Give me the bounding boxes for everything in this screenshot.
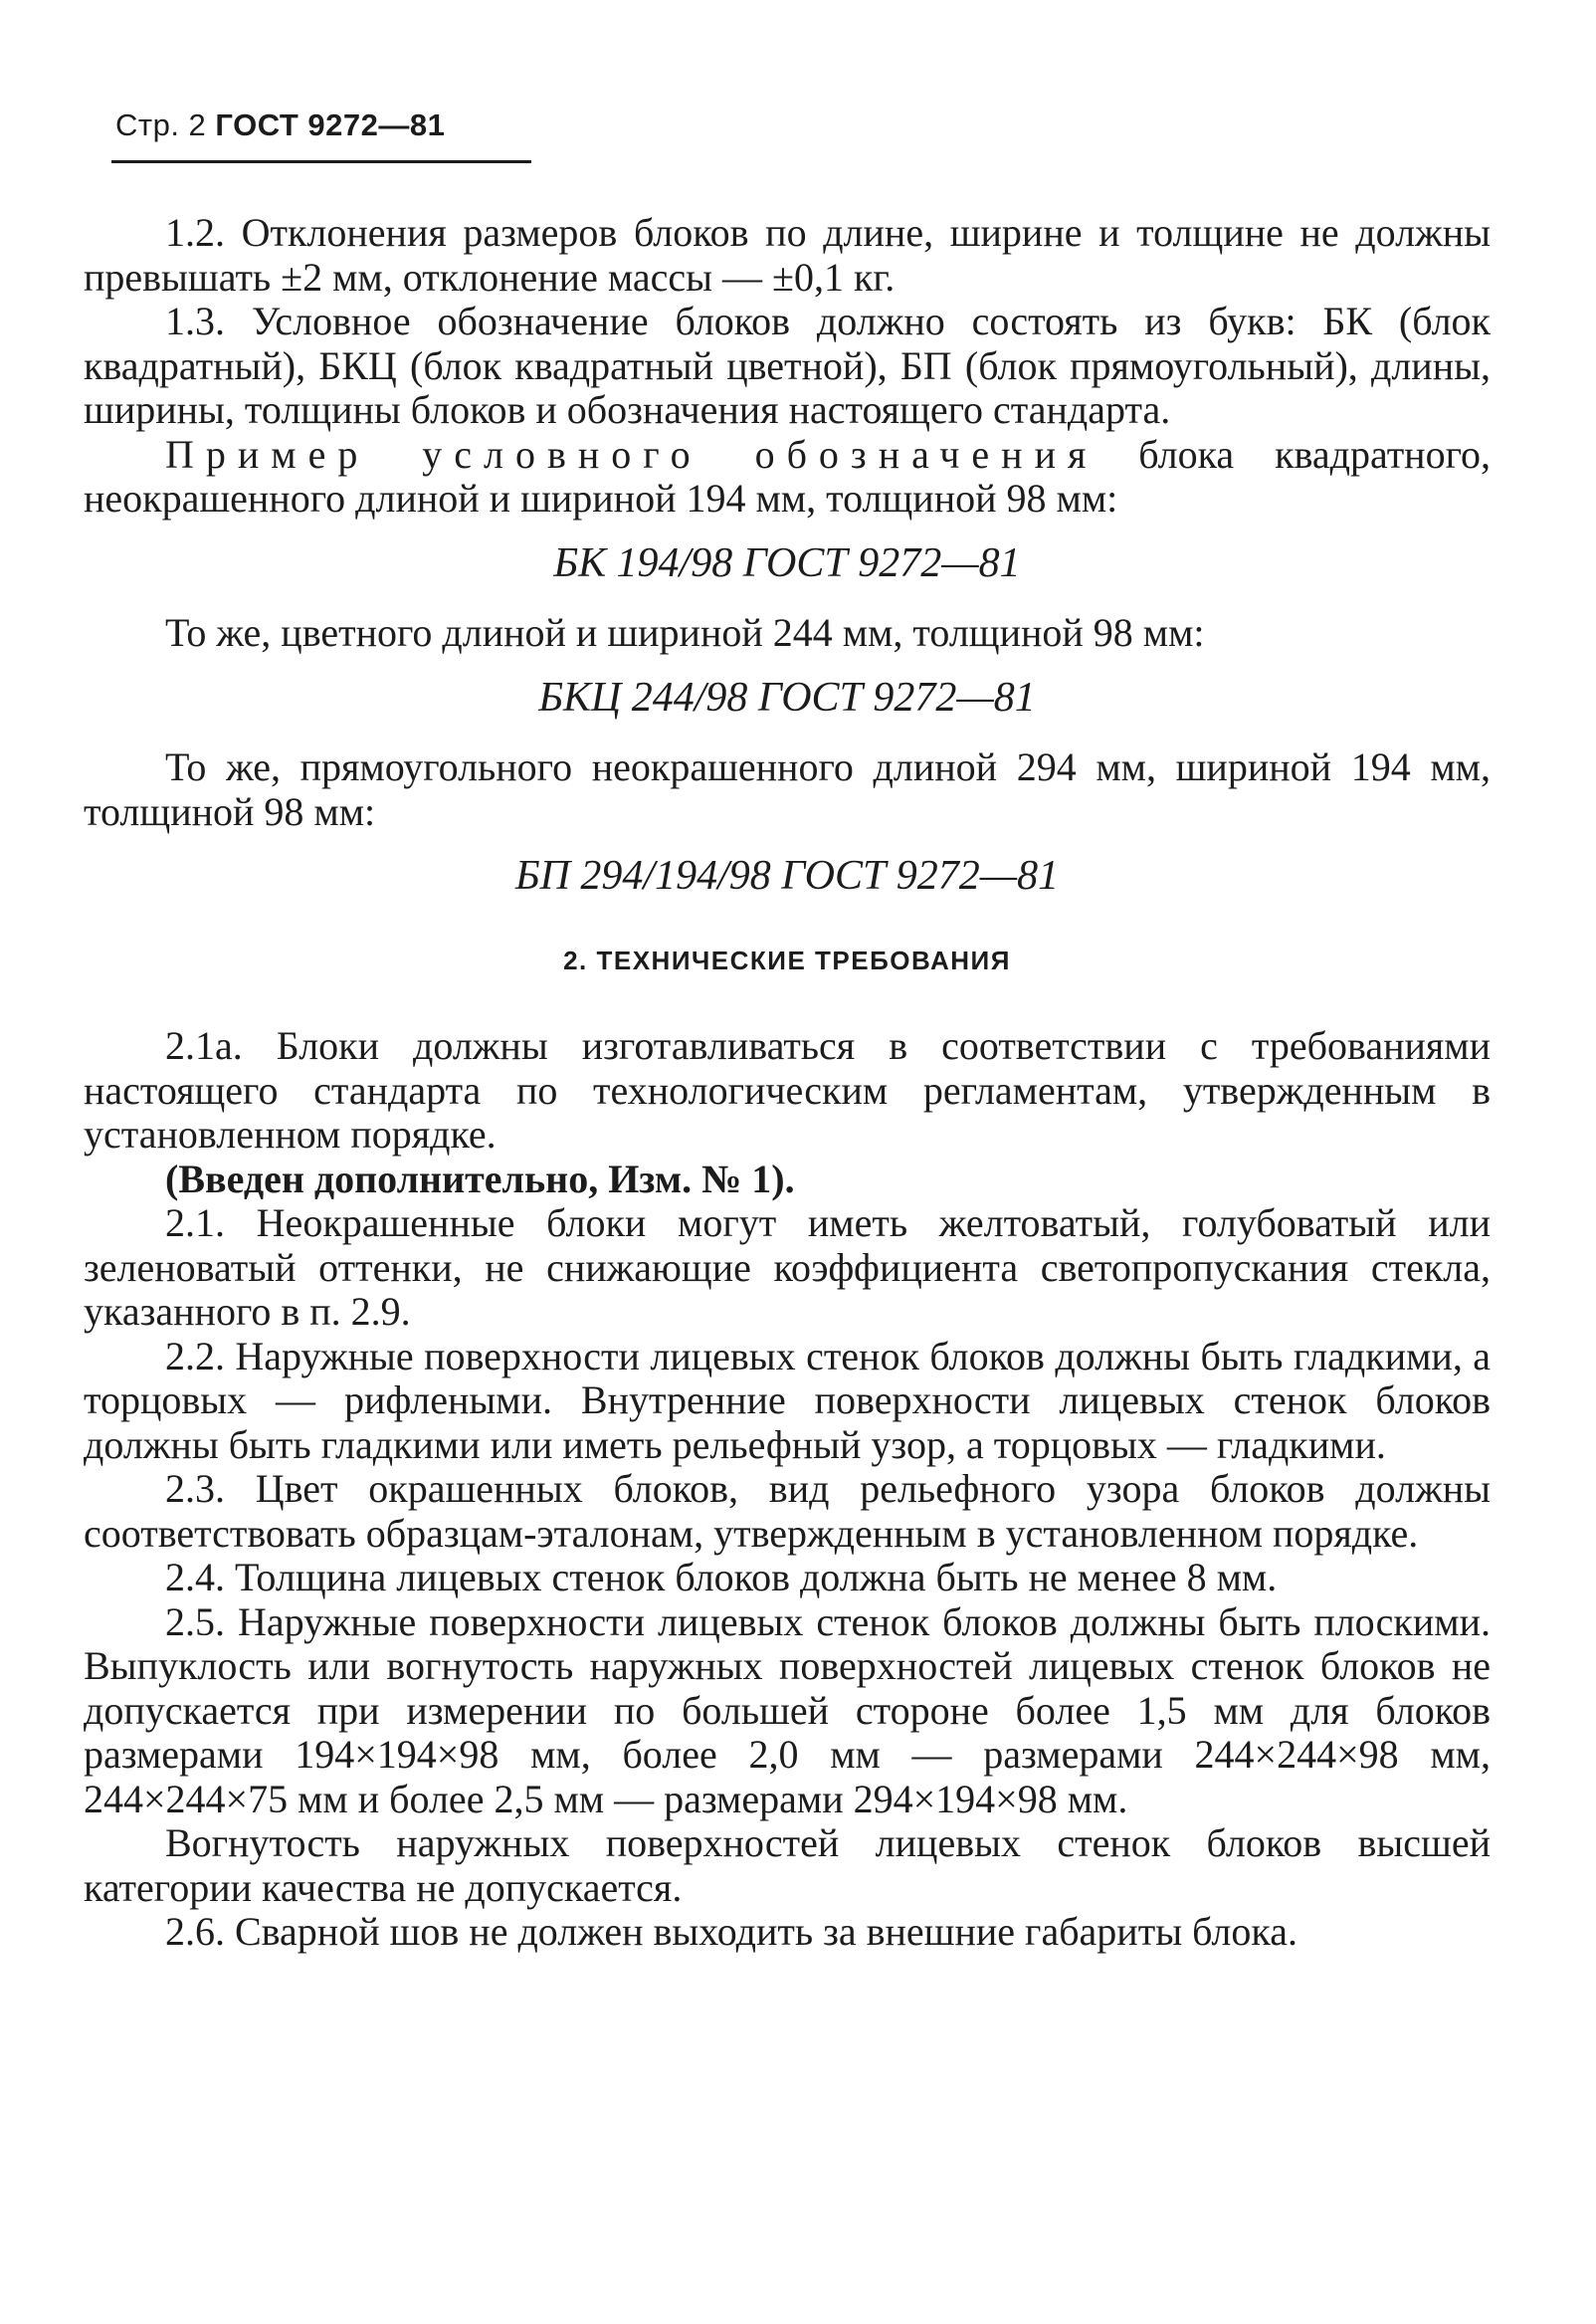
example-intro bbox=[84, 433, 1491, 522]
paragraph-2-2: 2.2. Наружные поверхности лицевых стенок блоков должны быть гладкими, а торцовых — рифлеными. Внутренние поверхности лицевых стенок блоков должны быть гладкими или иметь рельефный узор, а торцовых — гладкими. bbox=[84, 1333, 1491, 1467]
designation-example-1: БК 194/98 ГОСТ 9272—81 bbox=[553, 539, 1021, 586]
designation-example-2: БКЦ 244/98 ГОСТ 9272—81 bbox=[538, 674, 1036, 721]
section-heading: 2. ТЕХНИЧЕСКИЕ ТРЕБОВАНИЯ bbox=[563, 945, 1011, 975]
paragraph-2-5-continued: Вогнутость наружных поверхностей лицевых стенок блоков высшей категории качества не допускается. bbox=[84, 1820, 1491, 1910]
designation-example-3: БП 294/194/98 ГОСТ 9272—81 bbox=[514, 853, 1060, 899]
paragraph-2-3: 2.3. Цвет окрашенных блоков, вид рельефного узора блоков должны соответствовать образцам-эталонам, утвержденным в установленном порядке. bbox=[84, 1466, 1491, 1556]
paragraph-2-1a: 2.1а. Блоки должны изготавливаться в соответствии с требованиями настоящего стандарта по технологическим регламентам, утвержденным в установленном порядке. bbox=[84, 1023, 1491, 1157]
paragraph-2-4: 2.4. Толщина лицевых стенок блоков должна быть не менее 8 мм. bbox=[165, 1555, 1278, 1599]
example-intro-text: блока квадратного, неокрашенного длиной и шириной 194 мм, толщиной 98 мм: bbox=[84, 431, 1491, 521]
header-rule bbox=[111, 160, 531, 163]
example-lead: Пример условного обозначения bbox=[165, 431, 1098, 477]
document-body bbox=[84, 211, 1491, 1955]
page-header bbox=[115, 107, 445, 143]
same-colored-text: То же, цветного длиной и шириной 244 мм, толщиной 98 мм: bbox=[165, 610, 1205, 655]
paragraph-2-1: 2.1. Неокрашенные блоки могут иметь желтоватый, голубоватый или зеленоватый оттенки, не снижающие коэффициента светопропускания стекла, указанного в п. 2.9. bbox=[84, 1200, 1491, 1334]
amendment-note: (Введен дополнительно, Изм. № 1). bbox=[165, 1156, 795, 1201]
page-number-label: Стр. 2 bbox=[115, 107, 207, 142]
paragraph-2-6: 2.6. Сварной шов не должен выходить за внешние габариты блока. bbox=[165, 1909, 1297, 1954]
paragraph-1-2: 1.2. Отклонения размеров блоков по длине, ширине и толщине не должны превышать ±2 мм, отклонение массы — ±0,1 кг. bbox=[84, 210, 1491, 300]
same-rectangular-text: То же, прямоугольного неокрашенного длиной 294 мм, шириной 194 мм, толщиной 98 мм: bbox=[84, 744, 1491, 834]
paragraph-1-3: 1.3. Условное обозначение блоков должно состоять из букв: БК (блок квадратный), БКЦ (блок квадратный цветной), БП (блок прямоугольный), длины, ширины, толщины блоков и обозначения настоящего стандарта. bbox=[84, 299, 1491, 432]
standard-number: ГОСТ 9272—81 bbox=[215, 107, 446, 142]
paragraph-2-5: 2.5. Наружные поверхности лицевых стенок блоков должны быть плоскими. Выпуклость или вогнутость наружных поверхностей лицевых стенок блоков не допускается при измерении по большей стороне более 1,5 мм для блоков размерами 194×194×98 мм, более 2,0 мм — размерами 244×244×98 мм, 244×244×75 мм и более 2,5 мм — размерами 294×194×98 мм. bbox=[84, 1598, 1491, 1821]
